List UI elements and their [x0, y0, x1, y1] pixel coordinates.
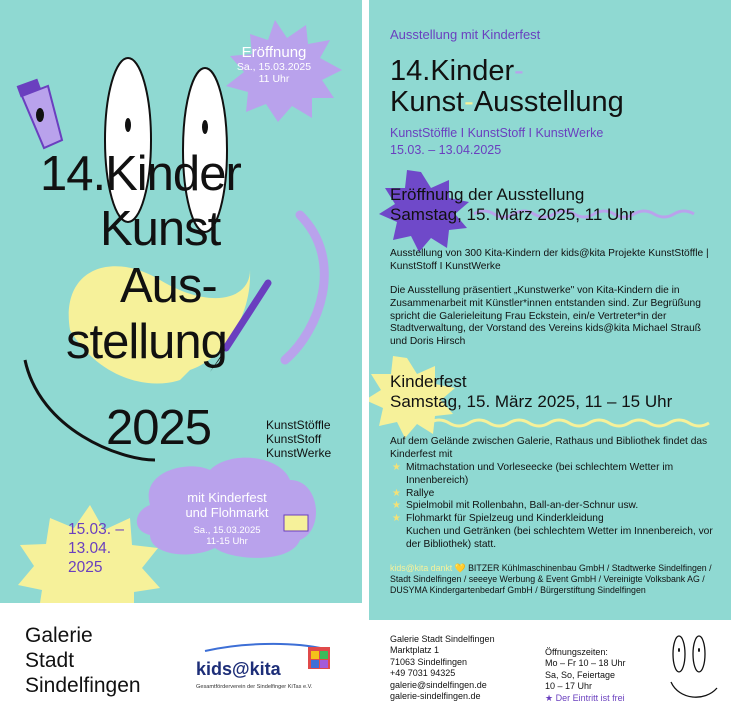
- front-footer: [0, 603, 362, 719]
- paint-tube-icon: [17, 79, 62, 148]
- hours-line: Mo – Fr 10 – 18 Uhr: [545, 658, 626, 669]
- list-item: [390, 488, 718, 501]
- gallery-address: [390, 634, 495, 702]
- back-kicker: Ausstellung mit Kinderfest: [390, 27, 541, 42]
- flyer-back-panel: [369, 0, 731, 719]
- project-name: KunstStöffle: [266, 418, 331, 432]
- free-entry-note: ★ Der Eintritt ist frei: [545, 692, 625, 703]
- project-name: KunstStoff: [266, 432, 322, 446]
- wavy-line-shape: [429, 420, 709, 426]
- back-project-line: KunstStöffle I KunstStoff I KunstWerke: [390, 126, 604, 140]
- date-range-line-3: 2025: [68, 559, 103, 576]
- sponsor-thanks: [390, 563, 720, 596]
- title-hyphen: -: [464, 86, 474, 118]
- kinderfest-heading: Kinderfest: [390, 372, 467, 391]
- bullet-text: Spielmobil mit Rollenbahn, Ball-an-der-Schnur usw.: [406, 500, 639, 512]
- star-bullet-icon: ★: [392, 487, 401, 499]
- title-hyphen: -: [514, 55, 524, 87]
- back-footer: [369, 620, 731, 719]
- kinderfest-bullet-list: [390, 462, 718, 552]
- website-link[interactable]: galerie-sindelfingen.de: [390, 691, 481, 702]
- project-name: KunstWerke: [266, 446, 332, 460]
- title-part: Kunst: [390, 86, 465, 118]
- front-date-range: [68, 520, 124, 577]
- exhibition-paragraph: Ausstellung von 300 Kita-Kindern der kids@kita Projekte KunstStöffle | KunstStoff I KunstWerke: [390, 248, 709, 272]
- flyer-front-panel: [0, 0, 362, 719]
- gallery-line-1: Galerie: [25, 624, 93, 647]
- list-item: [390, 462, 718, 488]
- address-line: Galerie Stadt Sindelfingen: [390, 634, 495, 644]
- title-part: 14.Kinder: [390, 55, 515, 87]
- bullet-text: Mitmachstation und Vorleseecke (bei schlechtem Wetter im Innenbereich): [406, 462, 674, 486]
- right-pupil-shape: [202, 120, 208, 134]
- hours-line: Öffnungszeiten:: [545, 647, 608, 657]
- cloud-date: Sa., 15.03.2025: [193, 525, 261, 536]
- gallery-line-3: Sindelfingen: [25, 674, 141, 697]
- date-range-line-2: 13.04.: [68, 540, 112, 557]
- bullet-text: Kuchen und Getränken (bei schlechtem Wetter im Innenbereich, vor der Bibliothek) statt.: [406, 525, 713, 550]
- lavender-arc-shape: [285, 215, 324, 360]
- left-pupil-shape: [125, 118, 131, 132]
- bullet-text: Flohmarkt für Spielzeug und Kinderkleidung: [406, 513, 604, 525]
- list-item-continuation: [390, 526, 718, 552]
- back-date-range: 15.03. – 13.04.2025: [390, 143, 502, 157]
- gallery-name: [25, 623, 141, 698]
- opening-heading: Eröffnung der Ausstellung: [390, 185, 585, 204]
- back-title-line-1: [390, 56, 524, 87]
- cloud-time: 11-15 Uhr: [206, 536, 248, 547]
- cloud-line-2: und Flohmarkt: [185, 505, 269, 520]
- front-title-line-2: Kunst: [100, 202, 221, 256]
- title-part: Ausstellung: [473, 86, 624, 118]
- front-project-list: [266, 418, 331, 460]
- kinderfest-date: Samstag, 15. März 2025, 11 – 15 Uhr: [390, 392, 673, 411]
- phone-number: +49 7031 94325: [390, 668, 456, 679]
- opening-badge-title: Eröffnung: [241, 44, 307, 61]
- cloud-line-1: mit Kinderfest: [187, 490, 267, 505]
- back-title-line-2: [390, 87, 624, 118]
- opening-badge-time: 11 Uhr: [258, 73, 290, 85]
- front-title-line-1: 14.Kinder: [40, 147, 241, 201]
- front-title-line-5: 2025: [106, 401, 212, 455]
- hours-line: Sa, So, Feiertage: [545, 669, 616, 680]
- gallery-line-2: Stadt: [25, 649, 75, 672]
- list-item: [390, 513, 718, 526]
- smiley-face-icon: [665, 630, 725, 710]
- address-line: 71063 Sindelfingen: [390, 656, 468, 667]
- star-bullet-icon: ★: [392, 513, 401, 525]
- star-bullet-icon: ★: [392, 462, 401, 473]
- list-item: [390, 500, 718, 513]
- kinderfest-intro: Auf dem Gelände zwischen Galerie, Rathaus und Bibliothek findet das Kinderfest mit: [390, 436, 708, 460]
- bullet-text: Rallye: [406, 487, 435, 499]
- sponsor-list: BITZER Kühlmaschinenbau GmbH / Stadtwerke Sindelfingen / Stadt Sindelfingen / seeeye Werbung & Event GmbH / Vereinigte Volksbank AG / DUSYMA Kindergartenbedarf GmbH / Bürgerstiftung Sindelfingen: [390, 563, 712, 595]
- kinderfest-cloud-text: [162, 490, 292, 547]
- address-line: Marktplatz 1: [390, 645, 440, 656]
- logo-wordmark: kids@kita: [196, 659, 281, 679]
- date-range-line-1: 15.03. –: [68, 521, 125, 538]
- front-title-line-3: Aus-: [120, 259, 217, 313]
- logo-subtitle: Gesamtförderverein der Sindelfinger KiTas e.V.: [196, 684, 313, 690]
- thanks-label: kids@kita dankt 💛: [390, 563, 466, 573]
- exhibition-description: Die Ausstellung präsentiert „Kunstwerke" von Kita-Kindern die in Zusammenarbeit mit Künstler*innen entstanden sind. Zur Begrüßung spricht die Galerieleitung Frau Eckstein, ein/e Vertreter*in der Stadtverwaltung, der Vorstand des Vereins kids@kita Michael Strauß und Doris Hirsch: [390, 285, 702, 348]
- opening-badge: [225, 45, 323, 85]
- hours-line: 10 – 17 Uhr: [545, 681, 593, 692]
- opening-badge-date: Sa., 15.03.2025: [236, 61, 312, 73]
- opening-date: Samstag, 15. März 2025, 11 Uhr: [390, 205, 635, 224]
- front-title-line-4: stellung: [66, 315, 227, 369]
- email-link[interactable]: galerie@sindelfingen.de: [390, 679, 487, 690]
- star-bullet-icon: ★: [392, 500, 401, 512]
- opening-hours: [545, 647, 626, 704]
